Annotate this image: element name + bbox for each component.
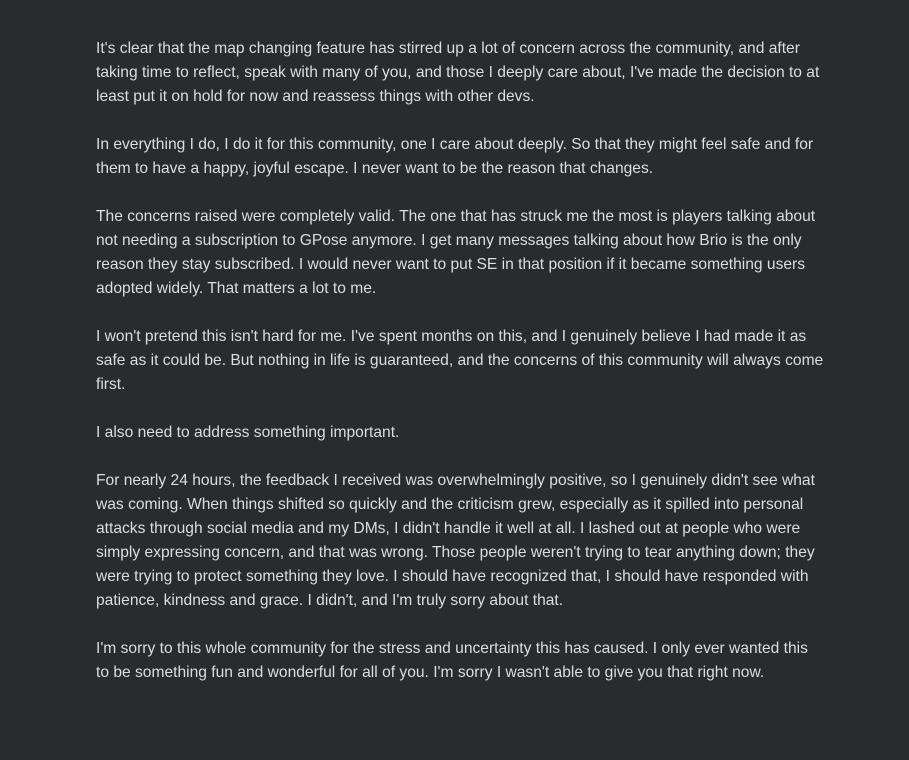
message-paragraph: It's clear that the map changing feature has stirred up a lot of concern across the community, and after taking time to reflect, speak with many of you, and those I deeply care about, I've made the decision to at least put it on hold for now and reassess things with other devs. bbox=[96, 40, 820, 105]
message-paragraph: I also need to address something important. bbox=[96, 424, 400, 441]
message-body bbox=[96, 37, 824, 685]
message-paragraph: I'm sorry to this whole community for the stress and uncertainty this has caused. I only ever wanted this to be something fun and wonderful for all of you. I'm sorry I wasn't able to give you that right now. bbox=[96, 640, 808, 681]
message-paragraph: I won't pretend this isn't hard for me. I've spent months on this, and I genuinely believe I had made it as safe as it could be. But nothing in life is guaranteed, and the concerns of this community will always come first. bbox=[96, 328, 824, 393]
message-paragraph: The concerns raised were completely valid. The one that has struck me the most is players talking about not needing a subscription to GPose anymore. I get many messages talking about how Brio is the only reason they stay subscribed. I would never want to put SE in that position if it became something users adopted widely. That matters a lot to me. bbox=[96, 208, 816, 297]
message-paragraph: In everything I do, I do it for this community, one I care about deeply. So that they might feel safe and for them to have a happy, joyful escape. I never want to be the reason that changes. bbox=[96, 136, 814, 177]
message-paragraph: For nearly 24 hours, the feedback I received was overwhelmingly positive, so I genuinely didn't see what was coming. When things shifted so quickly and the criticism grew, especially as it spilled into personal attacks through social media and my DMs, I didn't handle it well at all. I lashed out at people who were simply expressing concern, and that was wrong. Those people weren't trying to tear anything down; they were trying to protect something they love. I should have recognized that, I should have responded with patience, kindness and grace. I didn't, and I'm truly sorry about that. bbox=[96, 472, 815, 609]
